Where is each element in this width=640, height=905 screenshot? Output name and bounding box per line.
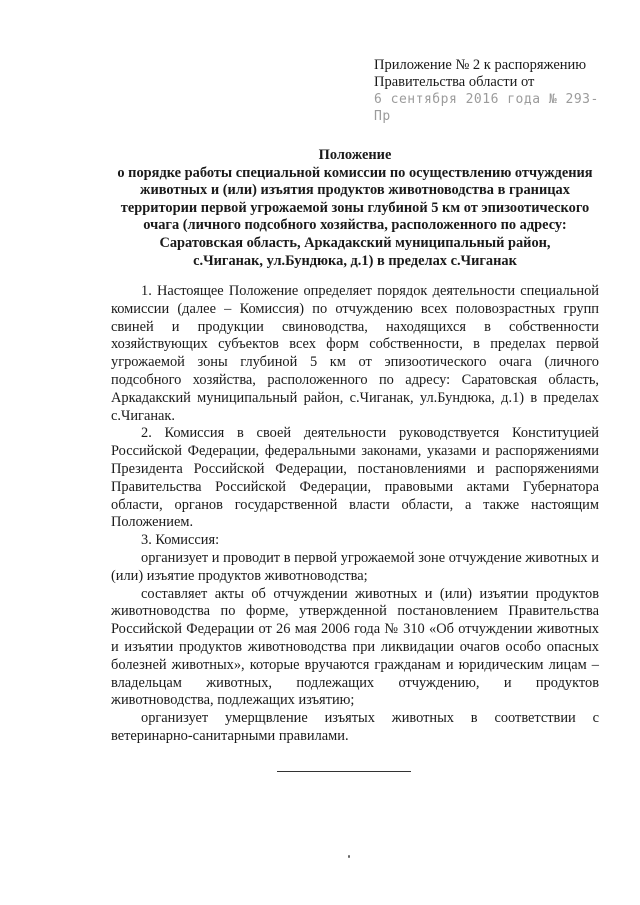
appendix-line-1: Приложение № 2 к распоряжению [374,57,587,73]
title-line-5: очага (личного подсобного хозяйства, расположенного по адресу: [143,217,567,234]
paragraph-3-item-3: организует умерщвление изъятых животных в соответствии с ветеринарно-санитарными правилами. [111,710,599,744]
paragraph-1: 1. Настоящее Положение определяет порядок деятельности специальной комиссии (далее – Комиссия) по отчуждению всех половозрастных групп свиней и продукции свиноводства, находящихся в собственности хозяйствующих субъектов всех форм собственности, в пределах первой угрожаемой зоны глубиной 5 км от эпизоотического очага (личного подсобного хозяйства, расположенного по адресу: Саратовская область, Аркадакский муниципальный район, с.Чиганак, ул.Бундюка, д.1) в пределах с.Чиганак. [111,283,599,424]
appendix-line-2: Правительства области от [374,74,535,90]
appendix-date-stamp: 6 сентября 2016 года № 293-Пр [374,92,599,124]
paragraph-2: 2. Комиссия в своей деятельности руководствуется Конституцией Российской Федерации, федеральными законами, указами и распоряжениями Президента Российской Федерации, постановлениями и распоряжениями Правительства Российской Федерации, правовыми актами Губернатора области, органов государственной власти области, а также настоящим Положением. [111,425,599,531]
paragraph-3-item-2: составляет акты об отчуждении животных и (или) изъятии продуктов животноводства по форме, утвержденной постановлением Правительства Российской Федерации от 26 мая 2006 года № 310 «Об отчуждении животных и изъятии продуктов животноводства при ликвидации очагов особо опасных болезней животных», которые вручаются гражданам и юридическим лицам – владельцам животных, подлежащих отчуждению, и продуктов животноводства, подлежащих изъятию; [111,585,599,709]
title-line-7: с.Чиганак, ул.Бундюка, д.1) в пределах с.Чиганак [193,252,517,269]
title-line-4: территории первой угрожаемой зоны глубиной 5 км от эпизоотического [120,199,590,216]
title-line-3: животных и (или) изъятия продуктов животноводства в границах [140,182,570,199]
paragraph-3-item-1: организует и проводит в первой угрожаемой зоне отчуждение животных и (или) изъятие продуктов животноводства; [111,549,599,584]
appendix-header [374,57,614,125]
title-line-6: Саратовская область, Аркадакский муниципальный район, [159,234,551,251]
document-body [111,283,599,746]
title-line-1: Положение [318,147,392,163]
scan-speck [348,855,350,858]
title-line-2: о порядке работы специальной комиссии по осуществлению отчуждения [117,164,593,181]
document-title [70,147,640,270]
closing-rule [277,771,411,772]
paragraph-3: 3. Комиссия: [141,532,220,549]
